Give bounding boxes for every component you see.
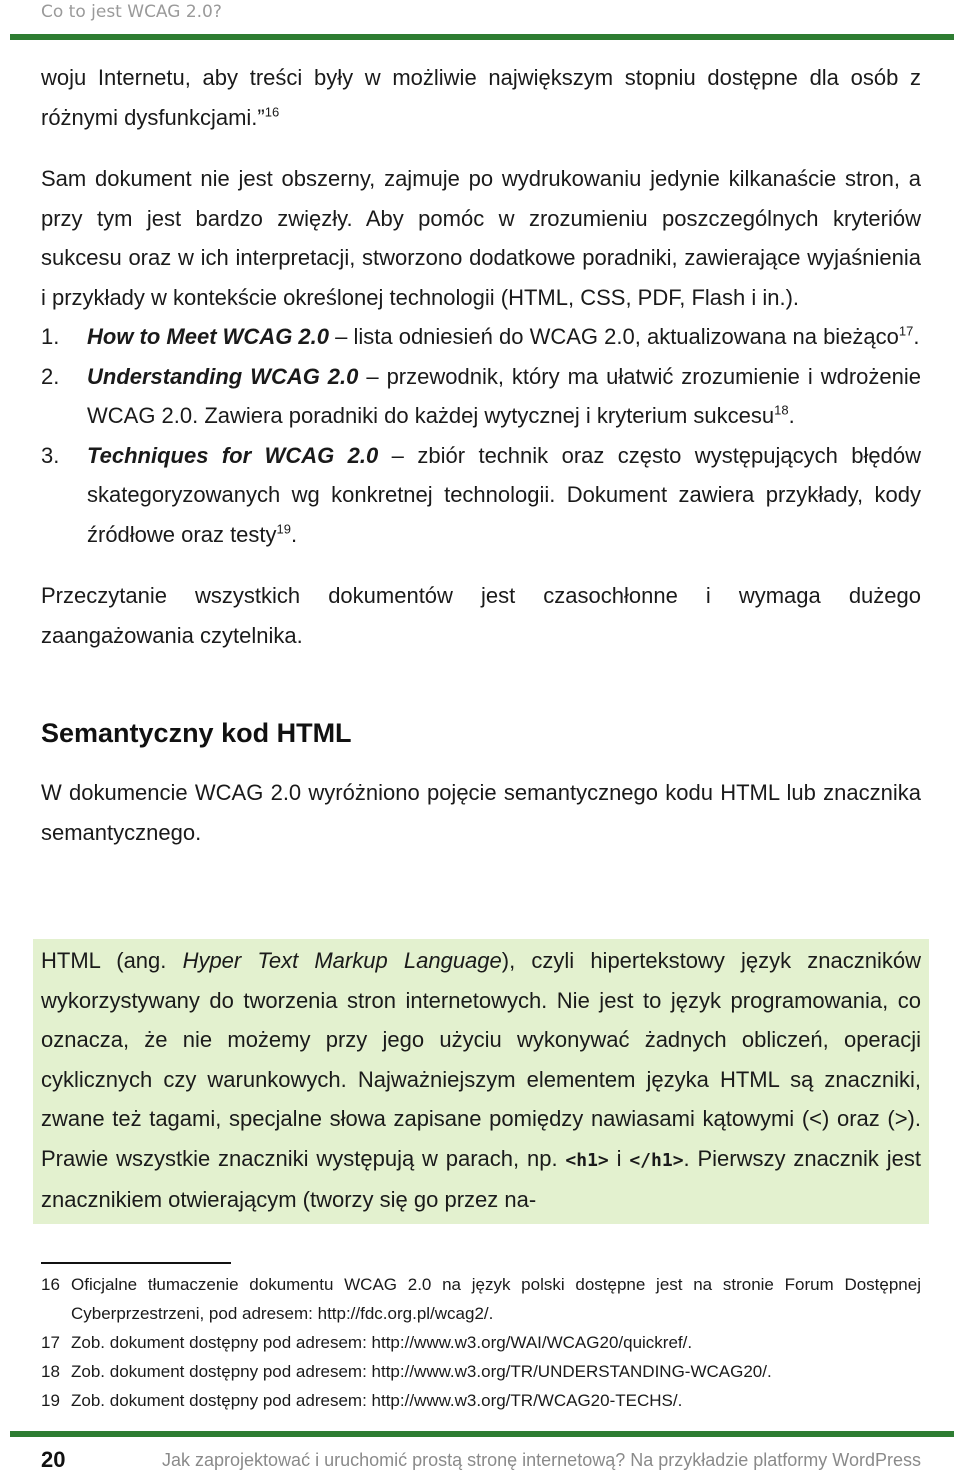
page-number: 20 [41,1447,66,1472]
document-title: How to Meet WCAG 2.0 [87,324,330,349]
footnote: 18 Zob. dokument dostępny pod adresem: http://www.w3.org/TR/UNDERSTANDING-WCAG20/. [41,1362,772,1381]
list-item: 2. Understanding WCAG 2.0 – przewodnik, który ma ułatwić zrozumienie i wdrożenie WCAG 2.0. Zawiera poradniki do każdej wytycznej i kryterium sukcesu$^{18}$. [41,363,922,428]
book-title: Jak zaprojektować i uruchomić prostą stronę internetową? Na przykładzie platformy WordPress [162,1450,921,1470]
footnote: 19 Zob. dokument dostępny pod adresem: http://www.w3.org/TR/WCAG20-TECHS/. [41,1391,683,1410]
list-item: 1. How to Meet WCAG 2.0 – lista odniesień do WCAG 2.0, aktualizowana na bieżąco$^{17}$. [41,323,920,349]
footnote-ref: 18 [774,402,789,418]
footnotes [41,1270,921,1415]
definition-box: HTML (ang. Hyper Text Markup Language), czyli hipertekstowy język znaczników wykorzystywany do tworzenia stron internetowych. Nie jest to język programowania, co oznacza, że nie możemy przy jego użyciu wykonywać żadnych obliczeń, operacji cyklicznych czy warunkowych. Najważniejszym elementem języka HTML są znaczniki, zwane też tagami, specjalne słowa zapisane pomiędzy nawiasami kątowymi (<) oraz (>). Prawie wszystkie znaczniki występują w parach, np. <h1> i </h1>. Pierwszy znacznik jest znacznikiem otwierającym (tworzy się go przez na- [33,939,929,1224]
bottom-divider [10,1431,954,1437]
footnote: 16 Oficjalne tłumaczenie dokumentu WCAG 2.0 na język polski dostępne jest na stronie Forum Dostępnej Cyberprzestrzeni, pod adresem: http://fdc.org.pl/wcag2/. [41,1275,921,1323]
section-heading: Semantyczny kod HTML [41,718,352,748]
paragraph: woju Internetu, aby treści były w możliwie największym stopniu dostępne dla osób z różnymi dysfunkcjami.”$^{16}$ [41,65,921,130]
footnote-ref: 17 [898,323,914,339]
document-title: Understanding WCAG 2.0 [87,363,359,389]
document-title: Techniques for WCAG 2.0 [87,442,379,468]
running-title: Co to jest WCAG 2.0? [41,2,222,22]
footnote-ref: 19 [276,521,291,537]
code-snippet: </h1> [629,1149,684,1171]
paragraph: Przeczytanie wszystkich dokumentów jest czasochłonne i wymaga dużego zaangażowania czytelnika. [41,583,921,648]
main-content [41,58,921,852]
footnote: 17 Zob. dokument dostępny pod adresem: http://www.w3.org/WAI/WCAG20/quickref/. [41,1333,693,1352]
list-item: 3. Techniques for WCAG 2.0 – zbiór technik oraz często występujących błędów skategoryzowanych wg konkretnej technologii. Dokument zawiera przykłady, kody źródłowe oraz testy$^{19}$. [41,442,922,547]
paragraph: W dokumencie WCAG 2.0 wyróżniono pojęcie semantycznego kodu HTML lub znacznika semantycznego. [41,780,921,845]
paragraph: Sam dokument nie jest obszerny, zajmuje po wydrukowaniu jedynie kilkanaście stron, a przy tym jest bardzo zwięzły. Aby pomóc w zrozumieniu poszczególnych kryteriów sukcesu oraz w ich interpretacji, stworzono dodatkowe poradniki, zawierające wyjaśnienia i przykłady w kontekście określonej technologii (HTML, CSS, PDF, Flash i in.). [41,166,921,310]
top-divider [10,34,954,40]
code-snippet: <h1> [565,1149,609,1171]
footnote-ref: 16 [264,104,280,120]
documents-list [41,317,921,554]
footnote-divider [41,1262,231,1264]
